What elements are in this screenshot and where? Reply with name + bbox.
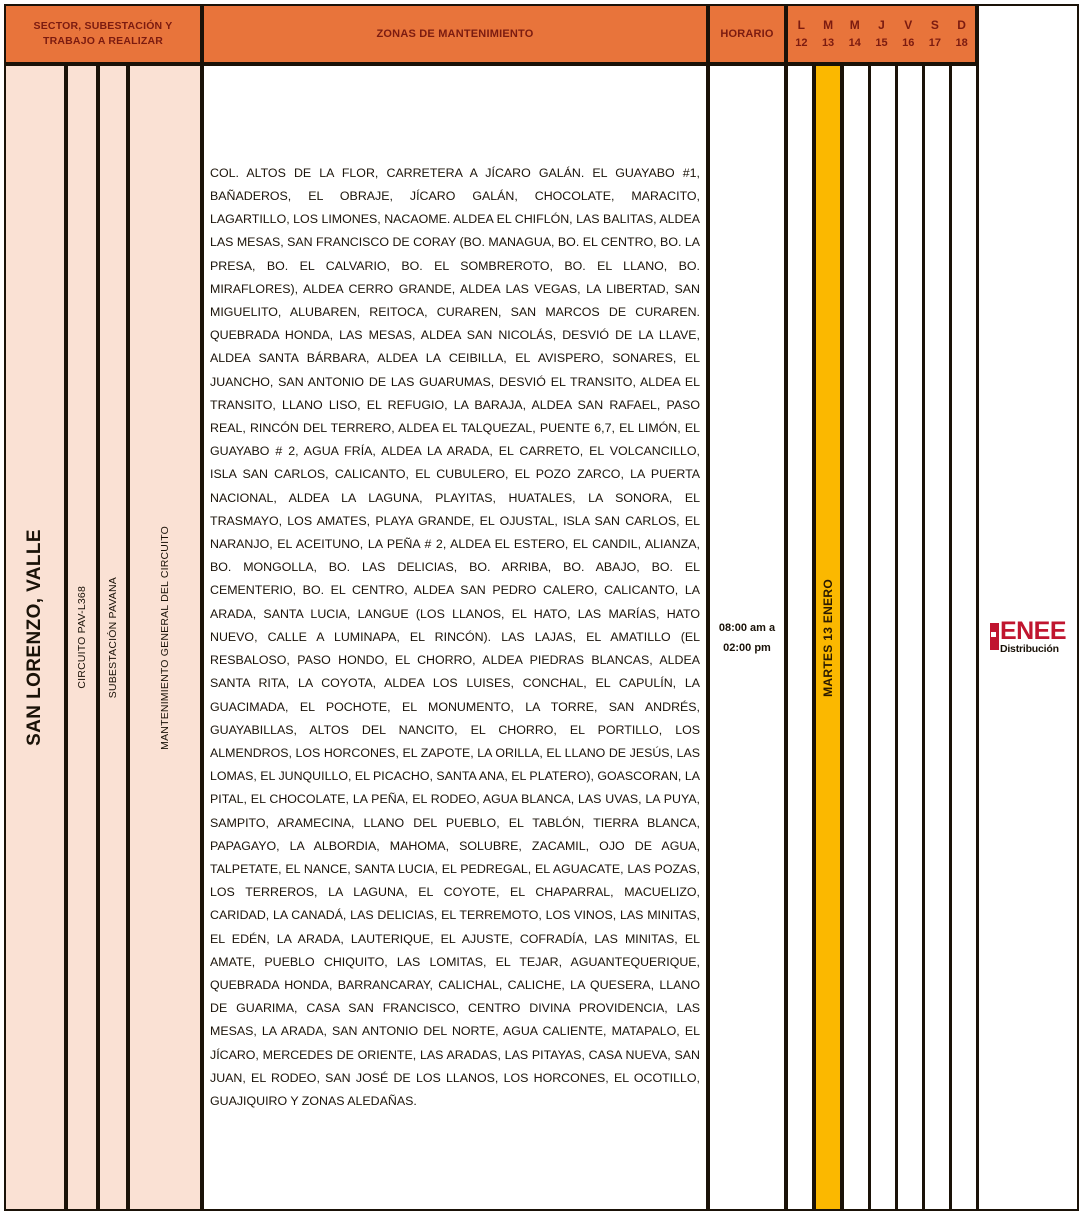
horario-end: 02:00 pm bbox=[723, 641, 771, 654]
cell-zonas bbox=[202, 64, 708, 1211]
days-grid bbox=[788, 6, 975, 62]
circuito-label: CIRCUITO PAV-L368 bbox=[76, 586, 88, 689]
day-letter-miercoles: M bbox=[849, 18, 860, 32]
subestacion-label: SUBESTACIÓN PAVANA bbox=[107, 576, 119, 699]
day-number-13: 13 bbox=[821, 37, 835, 49]
day-cell-13[interactable] bbox=[814, 64, 842, 1211]
enee-logo bbox=[990, 616, 1067, 655]
cell-trabajo bbox=[128, 64, 202, 1211]
day-number-17: 17 bbox=[928, 37, 942, 49]
day-cell-14[interactable] bbox=[842, 64, 870, 1211]
day-letter-sabado: S bbox=[930, 18, 939, 32]
cell-horario bbox=[708, 64, 786, 1211]
enee-mark-icon bbox=[990, 623, 999, 650]
column-header-zonas: ZONAS DE MANTENIMIENTO bbox=[202, 4, 708, 64]
day-number-14: 14 bbox=[848, 37, 861, 49]
zonas-text: COL. ALTOS DE LA FLOR, CARRETERA A JÍCARO GALÁN. EL GUAYABO #1, BAÑADEROS, EL OBRAJE, JÍCARO GALÁN, CHOCOLATE, MARACITO, LAGARTILLO, LOS LIMONES, NACAOME. ALDEA EL CHIFLÓN, LAS BALITAS, ALDEA LAS MESAS, SAN FRANCISCO DE CORAY (BO. MANAGUA, BO. EL CENTRO, BO. LA PRESA, BO. EL CALVARIO, BO. EL SOMBREROTO, BO. EL LLANO, BO. MIRAFLORES), ALDEA CERRO GRANDE, ALDEA LAS VEGAS, LA LIBERTAD, SAN MIGUELITO, ALUBAREN, REITOCA, CURAREN, SAN MARCOS DE CURAREN. QUEBRADA HONDA, LAS MESAS, ALDEA SAN NICOLÁS, DESVIÓ DE LA LLAVE, ALDEA SANTA BÁRBARA, ALDEA LA CEIBILLA, EL AVISPERO, SONARES, EL JUANCHO, SAN ANTONIO DE LAS GUARUMAS, DESVIÓ EL TRANSITO, ALDEA EL TRANSITO, LLANO LISO, EL REFUGIO, LA BARAJA, ALDEA SAN RAFAEL, PASO REAL, RINCÓN DEL TERRERO, ALDEA EL TALQUEZAL, PUENTE 6,7, EL LIMÓN, EL GUAYABO # 2, AGUA FRÍA, ALDEA LA ARADA, EL CARRETO, EL VOLCANCILLO, ISLA SAN CARLOS, CALICANTO, EL CUBULERO, EL POZO ZARCO, LA PUERTA NACIONAL, ALDEA LA LAGUNA, PLAYITAS, HUATALES, LA SONORA, EL TRASMAYO, LOS AMATES, PLAYA GRANDE, EL OJUSTAL, ISLA SAN CARLOS, EL NARANJO, EL ACEITUNO, LA PEÑA # 2, ALDEA EL ESTERO, EL CANDIL, ALIANZA, BO. MONGOLLA, BO. LAS DELICIAS, BO. ARRIBA, BO. ABAJO, BO. EL CEMENTERIO, BO. EL CENTRO, ALDEA SAN PEDRO CALERO, CALICANTO, LA ARADA, SANTA LUCIA, LANGUE (LOS LLANOS, EL HATO, LAS MARÍAS, HATO NUEVO, CALLE A LUMINAPA, EL RINCÓN). LAS LAJAS, EL AMATILLO (EL RESBALOSO, PASO HONDO, EL CHORRO, ALDEA PIEDRAS BLANCAS, ALDEA SANTA RITA, LA COYOTA, ALDEA LOS LUISES, CONCHAL, EL CAPULÍN, LA GUACIMADA, EL POCHOTE, EL MONUMENTO, LA TORRE, SAN ANDRÉS, GUAYABILLAS, ALTOS DEL NANCITO, EL CHORRO, EL PORTILLO, LOS ALMENDROS, LOS HORCONES, EL ZAPOTE, LA ORILLA, EL LLANO DE JESÚS, LAS LOMAS, EL JUNQUILLO, EL PICACHO, SANTA ANA, EL PLATERO), GOASCORAN, LA PITAL, EL CHOCOLATE, LA PEÑA, EL RODEO, AGUA BLANCA, LAS UVAS, LA PUYA, SAMPITO, ARAMECINA, LLANO DEL PUEBLO, EL TABLÓN, TIERRA BLANCA, PAPAGAYO, LA ALBORDIA, MAHOMA, SOLUBRE, ZACAMIL, OJO DE AGUA, TALPETATE, EL NANCE, SANTA LUCIA, EL PEDREGAL, EL AGUACATE, LAS POZAS, LOS TERREROS, LA LAGUNA, EL COYOTE, EL CHAPARRAL, MACUELIZO, CARIDAD, LA CANADÁ, LAS DELICIAS, EL TERREMOTO, LOS VINOS, LAS MINITAS, EL EDÉN, LA ARADA, LAUTERIQUE, EL AJUSTE, COFRADÍA, LAS MINITAS, EL AMATE, PUEBLO CHIQUITO, LAS LOMITAS, EL TEJAR, AGUANTEQUERIQUE, QUEBRADA HONDA, BARRANCARAY, CALICHAL, CALICHE, LA QUESERA, LLANO DE GUARIMA, CASA SAN FRANCISCO, CENTRO DIVINA PROVIDENCIA, LAS MESAS, LA ARADA, SAN ANTONIO DEL NORTE, AGUA CALIENTE, MATAPALO, EL JÍCARO, MERCEDES DE ORIENTE, LAS ARADAS, LAS PITAYAS, CASA NUEVA, SAN JUAN, EL RODEO, SAN JOSÉ DE LOS LLANOS, LOS HORCONES, EL OCOTILLO, GUAJIQUIRO Y ZONAS ALEDAÑAS. bbox=[210, 165, 700, 1108]
scheduled-day-label: MARTES 13 ENERO bbox=[821, 578, 835, 697]
enee-logo-name: ENEE bbox=[999, 616, 1067, 645]
column-header-horario: HORARIO bbox=[708, 4, 786, 64]
day-letter-domingo: D bbox=[957, 18, 966, 32]
day-number-18: 18 bbox=[955, 37, 968, 49]
day-cell-15[interactable] bbox=[869, 64, 897, 1211]
logo-header-spacer bbox=[977, 4, 1079, 64]
trabajo-label: MANTENIMIENTO GENERAL DEL CIRCUITO bbox=[159, 525, 171, 750]
column-header-sector: SECTOR, SUBESTACIÓN Y TRABAJO A REALIZAR bbox=[4, 4, 202, 64]
day-letter-viernes: V bbox=[904, 18, 913, 32]
day-number-12: 12 bbox=[795, 37, 808, 49]
horario-start: 08:00 am a bbox=[718, 621, 776, 634]
sector-label: SAN LORENZO, VALLE bbox=[24, 529, 45, 746]
day-number-15: 15 bbox=[875, 37, 888, 49]
enee-logo-subtitle: Distribución bbox=[999, 642, 1059, 655]
cell-logo bbox=[977, 64, 1079, 1211]
horario-value bbox=[719, 618, 775, 658]
day-cell-12[interactable] bbox=[786, 64, 814, 1211]
day-letter-lunes: L bbox=[797, 18, 806, 32]
day-cell-18[interactable] bbox=[950, 64, 978, 1211]
day-cell-16[interactable] bbox=[896, 64, 924, 1211]
day-letter-jueves: J bbox=[878, 18, 885, 32]
day-number-16: 16 bbox=[902, 37, 915, 49]
cell-subestacion bbox=[98, 64, 128, 1211]
column-header-days bbox=[786, 4, 977, 64]
day-letter-martes: M bbox=[823, 18, 834, 32]
day-cell-17[interactable] bbox=[923, 64, 951, 1211]
enee-logo-text bbox=[999, 616, 1067, 655]
cell-circuito bbox=[66, 64, 98, 1211]
cell-sector bbox=[4, 64, 66, 1211]
